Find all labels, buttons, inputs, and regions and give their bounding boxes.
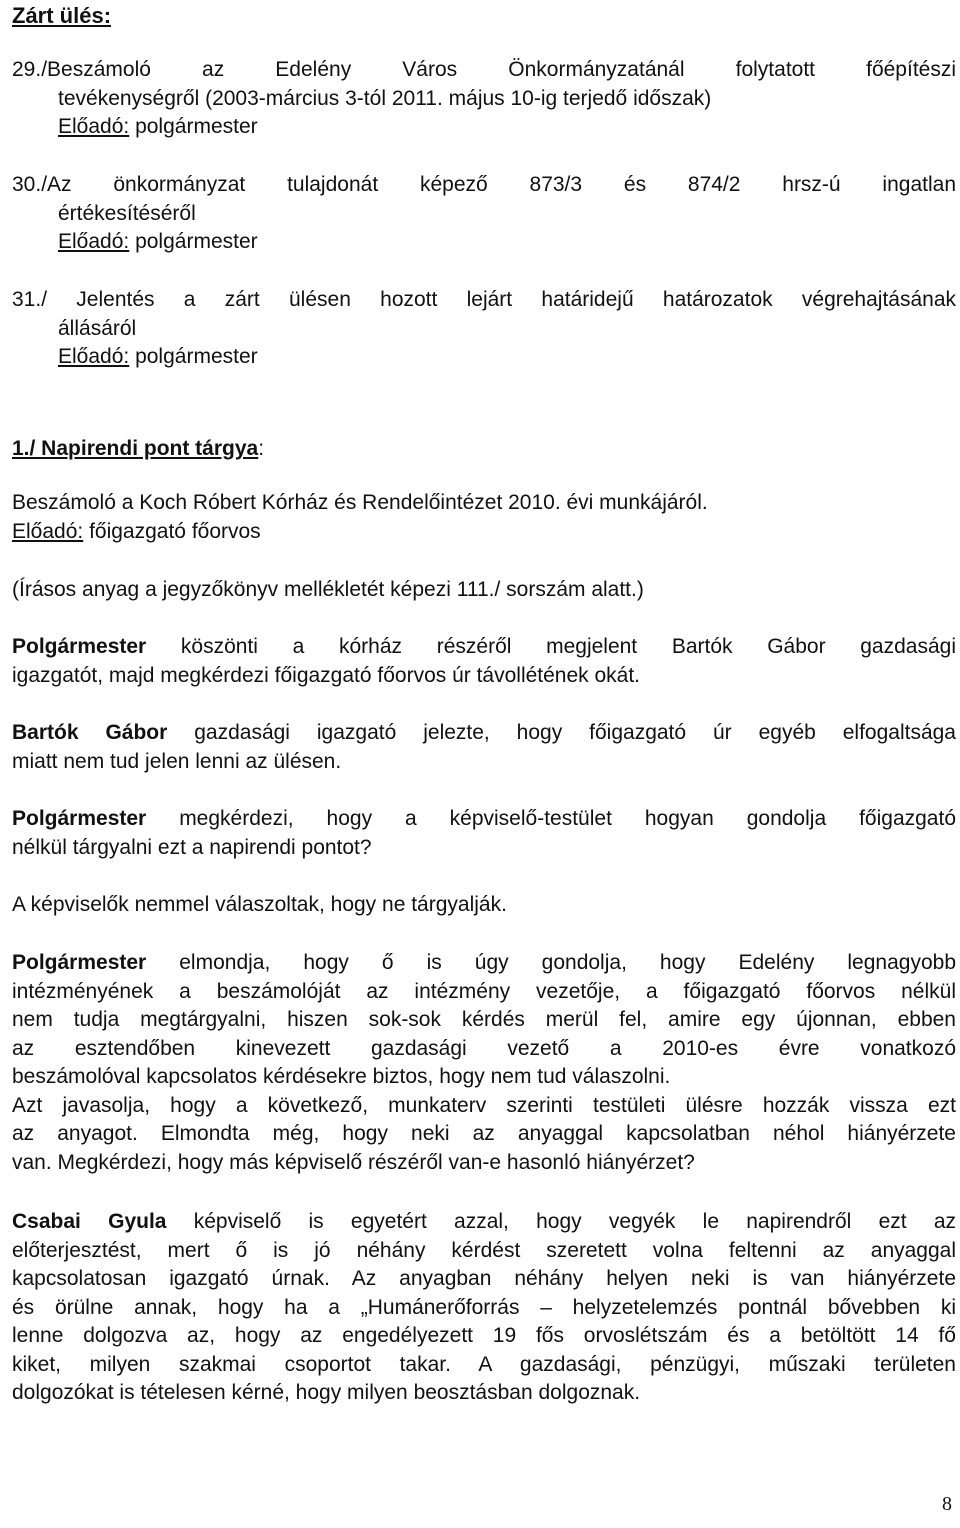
paragraph-text: megkérdezi, hogy a képviselő-testület hogyan gondolja főigazgató (146, 807, 956, 830)
presenter-name: polgármester (129, 230, 258, 253)
item-line: 31./ Jelentés a zárt ülésen hozott lejárt határidejű határozatok végrehajtásának (12, 288, 956, 311)
paragraph-line: miatt nem tud jelen lenni az ülésen. (12, 749, 342, 773)
paragraph-4 (12, 891, 956, 920)
paragraph-line: kiket, milyen szakmai csoportot takar. A gazdasági, pénzügyi, műszaki területen (12, 1352, 956, 1376)
paragraph-line: lenne dolgozva az, hogy az engedélyezett 19 fős orvoslétszám és a betöltött 14 fő (12, 1324, 956, 1347)
presenter-label: Előadó: (58, 230, 130, 253)
presenter-name: főigazgató főorvos (83, 519, 261, 543)
presenter-name: polgármester (129, 115, 258, 138)
speaker-name: Polgármester (12, 951, 147, 974)
agenda-subject: Beszámoló a Koch Róbert Kórház és Rendelőintézet 2010. évi munkájáról. (12, 491, 708, 514)
paragraph-line: kapcsolatosan igazgató úrnak. Az anyagban néhány helyen neki is van hiányérzete (12, 1267, 956, 1290)
agenda-point-title (12, 435, 956, 464)
presenter-label: Előadó: (58, 345, 130, 368)
paragraph-line: A képviselők nemmel válaszoltak, hogy ne tárgyalják. (12, 893, 507, 916)
paragraph-3 (12, 805, 956, 862)
speaker-name: Polgármester (12, 807, 147, 830)
paragraph-text: köszönti a kórház részéről megjelent Bartók Gábor gazdasági (146, 635, 956, 658)
item-line: tevékenységről (2003-március 3-tól 2011. május 10-ig terjedő időszak) (58, 86, 712, 110)
item-line: értékesítéséről (58, 201, 196, 225)
paragraph-line: Azt javasolja, hogy a következő, munkaterv szerinti testületi ülésre hozzák vissza ezt (12, 1093, 956, 1117)
paragraph-line: az anyagot. Elmondta még, hogy neki az anyaggal kapcsolatban néhol hiányérzete (12, 1122, 956, 1145)
paragraph-line (12, 949, 956, 978)
paragraph-line: van. Megkérdezi, hogy más képviselő részéről van-e hasonló hiányérzet? (12, 1150, 695, 1174)
agenda-subject-block (12, 489, 956, 546)
agenda-presenter (12, 518, 956, 547)
paragraph-6 (12, 1208, 956, 1408)
paragraph-line: beszámolóval kapcsolatos kérdésekre biztos, hogy nem tud válaszolni. (12, 1065, 671, 1088)
presenter-label: Előadó: (12, 519, 84, 543)
paragraph-line (12, 633, 956, 662)
speaker-name: Csabai Gyula (12, 1210, 167, 1233)
speaker-name: Polgármester (12, 635, 147, 658)
item-presenter (12, 228, 956, 257)
paragraph-text: képviselő is egyetért azzal, hogy vegyék le napirendről ezt az (166, 1210, 956, 1233)
item-line: állásáról (58, 316, 137, 340)
paragraph-line: intézményének a beszámolóját az intézmény vezetője, a főigazgató főorvos nélkül (12, 979, 956, 1003)
attachment-note-text: (Írásos anyag a jegyzőkönyv mellékletét képezi 111./ sorszám alatt.) (12, 578, 644, 601)
agenda-item-31 (12, 286, 956, 372)
paragraph-line: dolgozókat is tételesen kérné, hogy milyen beosztásban dolgoznak. (12, 1381, 641, 1404)
paragraph-line: előterjesztést, mert ő is jó néhány kérdést szeretett volna feltenni az anyaggal (12, 1238, 956, 1262)
page-number: 8 (942, 1493, 952, 1515)
presenter-label: Előadó: (58, 115, 130, 138)
paragraph-2 (12, 719, 956, 776)
presenter-name: polgármester (129, 345, 258, 368)
attachment-note (12, 576, 956, 605)
paragraph-5 (12, 949, 956, 1177)
agenda-item-29 (12, 56, 956, 142)
paragraph-line: igazgatót, majd megkérdezi főigazgató főorvos úr távollétének okát. (12, 663, 641, 687)
paragraph-line (12, 1208, 956, 1237)
paragraph-line: nélkül tárgyalni ezt a napirendi pontot? (12, 835, 372, 859)
paragraph-text: elmondja, hogy ő is úgy gondolja, hogy Edelény legnagyobb (146, 951, 956, 974)
agenda-title: 1./ Napirendi pont tárgya (12, 437, 259, 460)
paragraph-1 (12, 633, 956, 690)
closed-session-heading: Zárt ülés: (12, 3, 112, 28)
item-line: 30./Az önkormányzat tulajdonát képező 873/3 és 874/2 hrsz-ú ingatlan (12, 173, 956, 196)
paragraph-line (12, 719, 956, 748)
paragraph-line: az esztendőben kinevezett gazdasági vezető a 2010-es évre vonatkozó (12, 1036, 956, 1060)
paragraph-line (12, 805, 956, 834)
agenda-title-suffix: : (258, 437, 265, 460)
paragraph-line: nem tudja megtárgyalni, hiszen sok-sok kérdés merül fel, amire egy újonnan, ebben (12, 1008, 956, 1031)
agenda-item-30 (12, 171, 956, 257)
paragraph-text: gazdasági igazgató jelezte, hogy főigazgató úr egyéb elfogaltsága (167, 721, 956, 744)
item-presenter (12, 343, 956, 372)
speaker-name: Bartók Gábor (12, 721, 168, 744)
item-presenter (12, 113, 956, 142)
item-line: 29./Beszámoló az Edelény Város Önkormányzatánál folytatott főépítészi (12, 58, 956, 81)
paragraph-line: és örülne annak, hogy ha a „Humánerőforrás – helyzetelemzés pontnál bővebben ki (12, 1295, 956, 1319)
